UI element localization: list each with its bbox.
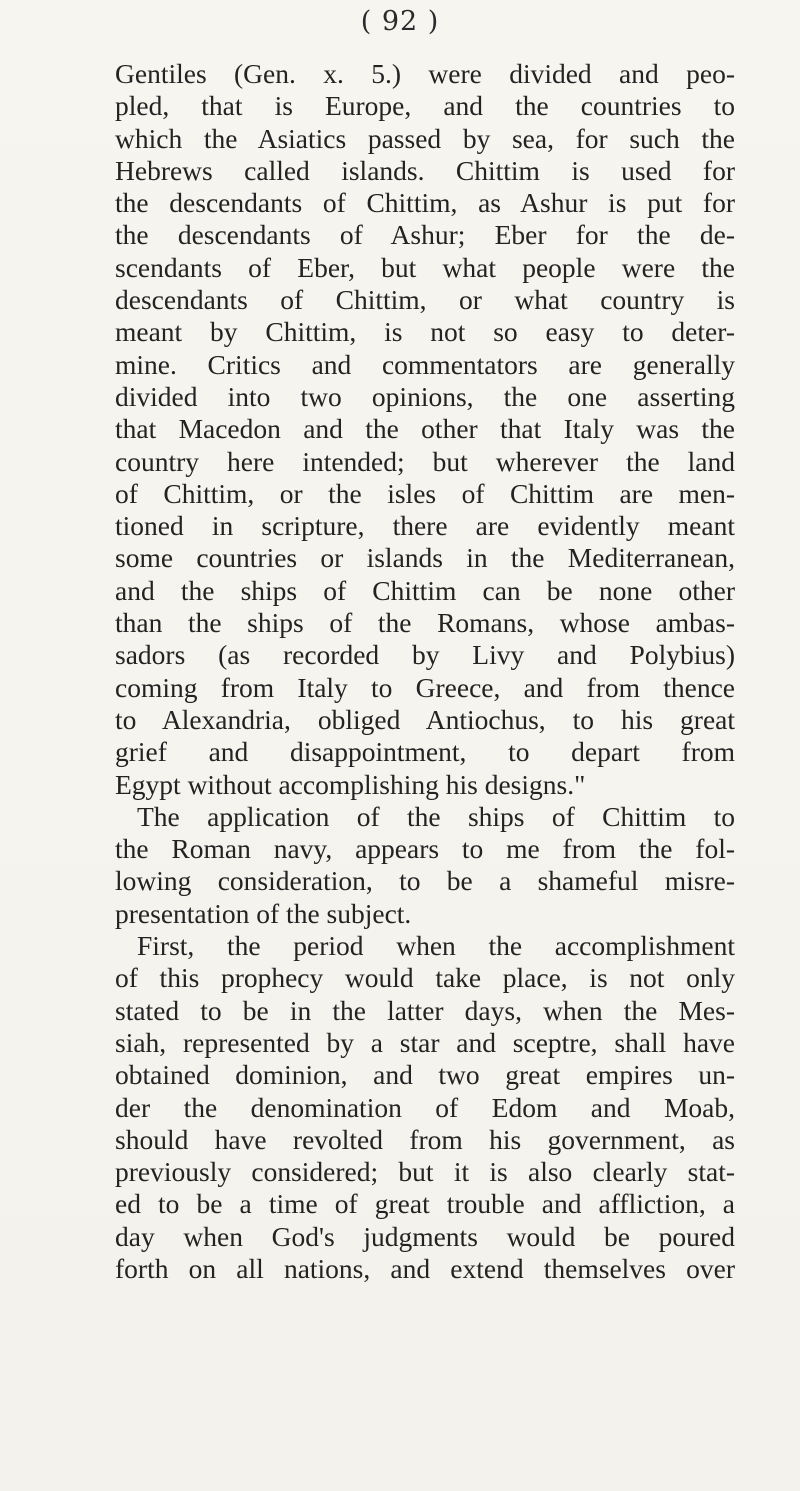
text-line: divided into two opinions, the one asserting bbox=[115, 380, 735, 412]
text-line: mine. Critics and commentators are generally bbox=[115, 348, 735, 380]
text-line: and the ships of Chittim can be none other bbox=[115, 574, 735, 606]
text-line: the descendants of Chittim, as Ashur is put for bbox=[115, 187, 735, 219]
text-line: Egypt without accomplishing his designs." bbox=[115, 768, 586, 800]
paragraph-start-line: The application of the ships of Chittim to bbox=[137, 800, 735, 832]
text-line: to Alexandria, obliged Antiochus, to his great bbox=[115, 703, 735, 735]
text-line: grief and disappointment, to depart from bbox=[115, 736, 735, 768]
text-line: which the Asiatics passed by sea, for such the bbox=[115, 122, 735, 154]
text-line: presentation of the subject. bbox=[115, 897, 412, 929]
text-line: ed to be a time of great trouble and affliction, a bbox=[115, 1188, 735, 1220]
text-line: sadors (as recorded by Livy and Polybius) bbox=[115, 639, 735, 671]
text-line: lowing consideration, to be a shameful misre- bbox=[115, 865, 735, 897]
text-line: obtained dominion, and two great empires un- bbox=[115, 1059, 735, 1091]
text-line: day when God's judgments would be poured bbox=[115, 1220, 735, 1252]
text-line: some countries or islands in the Mediterranean, bbox=[115, 542, 735, 574]
text-line: forth on all nations, and extend themselves over bbox=[115, 1252, 735, 1284]
text-line: the Roman navy, appears to me from the fol- bbox=[115, 833, 735, 865]
text-line: the descendants of Ashur; Eber for the de- bbox=[115, 219, 735, 251]
text-line: Gentiles (Gen. x. 5.) were divided and peo- bbox=[115, 58, 735, 89]
text-line: pled, that is Europe, and the countries to bbox=[115, 90, 735, 122]
page-number: ( 92 ) bbox=[360, 6, 440, 37]
text-line: than the ships of the Romans, whose ambas- bbox=[115, 607, 735, 639]
text-line: scendants of Eber, but what people were the bbox=[115, 251, 735, 283]
text-line: descendants of Chittim, or what country is bbox=[115, 284, 735, 316]
text-line: tioned in scripture, there are evidently meant bbox=[115, 510, 735, 542]
body-text bbox=[115, 58, 735, 1285]
text-line: meant by Chittim, is not so easy to deter- bbox=[115, 316, 735, 348]
text-line: stated to be in the latter days, when the Mes- bbox=[115, 994, 735, 1026]
text-line: of Chittim, or the isles of Chittim are men- bbox=[115, 477, 735, 509]
text-line: coming from Italy to Greece, and from thence bbox=[115, 671, 735, 703]
text-line: siah, represented by a star and sceptre, shall have bbox=[115, 1026, 735, 1058]
paragraph-start-line: First, the period when the accomplishment bbox=[137, 930, 735, 962]
text-line: should have revolted from his government, as bbox=[115, 1123, 735, 1155]
text-line: previously considered; but it is also clearly stat- bbox=[115, 1156, 735, 1188]
text-line: Hebrews called islands. Chittim is used for bbox=[115, 154, 735, 186]
text-line: that Macedon and the other that Italy was the bbox=[115, 413, 735, 445]
text-line: country here intended; but wherever the land bbox=[115, 445, 735, 477]
text-line: of this prophecy would take place, is not only bbox=[115, 962, 735, 994]
text-line: der the denomination of Edom and Moab, bbox=[115, 1091, 735, 1123]
